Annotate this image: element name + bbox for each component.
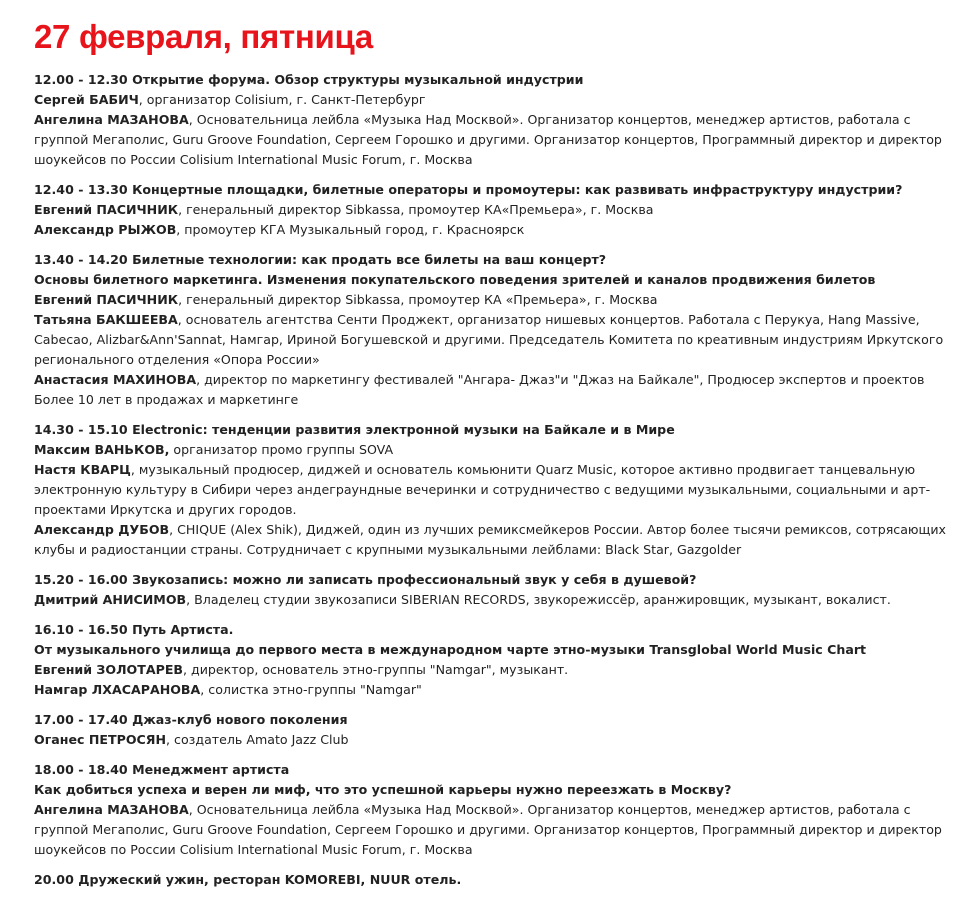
speaker-desc: , создатель Amato Jazz Club <box>166 732 349 747</box>
speaker-desc: , Владелец студии звукозаписи SIBERIAN RECORDS, звукорежиссёр, аранжировщик, музыкант, вокалист. <box>186 592 891 607</box>
session-topic: Билетные технологии: как продать все билеты на ваш концерт? <box>132 252 607 267</box>
speaker-name: Максим ВАНЬКОВ, <box>34 442 170 457</box>
speaker-line <box>34 590 946 610</box>
speaker-line <box>34 220 946 240</box>
speaker-desc: , промоутер КГА Музыкальный город, г. Красноярск <box>176 222 525 237</box>
speaker-name: Евгений ЗОЛОТАРЕВ <box>34 662 184 677</box>
session-heading <box>34 870 946 890</box>
speaker-desc: , генеральный директор Sibkassa, промоутер КА «Премьера», г. Москва <box>178 292 658 307</box>
session-topic: Путь Артиста. <box>132 622 234 637</box>
day-title: 27 февраля, пятница <box>34 18 373 55</box>
speaker-name: Анастасия МАХИНОВА <box>34 372 197 387</box>
speaker-line <box>34 310 946 370</box>
session-block <box>34 570 976 610</box>
session-time: 20.00 <box>34 872 74 887</box>
session-subtopic: Основы билетного маркетинга. Изменения покупательского поведения зрителей и каналов продвижения билетов <box>34 272 876 287</box>
session-subtopic: От музыкального училища до первого места в международном чарте этно-музыки Transglobal World Music Chart <box>34 642 867 657</box>
speaker-desc: , директор, основатель этно-группы "Namgar", музыкант. <box>183 662 569 677</box>
session-topic: Дружеский ужин, ресторан KOMOREBI, NUUR отель. <box>78 872 462 887</box>
speaker-name: Сергей БАБИЧ <box>34 92 139 107</box>
speaker-desc: , музыкальный продюсер, диджей и основатель комьюнити Quarz Music, которое активно продвигает танцевальную электронную культуру в Сибири через андеграундные вечеринки и сотрудничество с ведущими музыкальными, социальными и арт-проектами Иркутска и других городов. <box>34 462 931 517</box>
speaker-line <box>34 290 946 310</box>
speaker-desc: , CHIQUE (Alex Shik), Диджей, один из лучших ремиксмейкеров России. Автор более тысячи ремиксов, сотрясающих клубы и радиостанции страны. Сотрудничает с крупными музыкальными лейблами: Black Star, Gazgolder <box>34 522 947 557</box>
session-block <box>34 180 976 240</box>
session-topic: Открытие форума. Обзор структуры музыкальной индустрии <box>132 72 584 87</box>
session-block <box>34 620 976 700</box>
speaker-desc: , организатор Colisium, г. Санкт-Петербург <box>138 92 426 107</box>
speaker-name: Оганес ПЕТРОСЯН <box>34 732 167 747</box>
speaker-line <box>34 440 946 460</box>
speaker-line <box>34 520 946 560</box>
session-heading <box>34 760 946 780</box>
speaker-name: Ангелина МАЗАНОВА <box>34 112 189 127</box>
session-block <box>34 70 976 170</box>
session-time: 17.00 - 17.40 <box>34 712 128 727</box>
speaker-line <box>34 660 946 680</box>
session-time: 14.30 - 15.10 <box>34 422 128 437</box>
session-block <box>34 710 976 750</box>
speaker-name: Дмитрий АНИСИМОВ <box>34 592 187 607</box>
session-heading <box>34 710 946 730</box>
speaker-name: Александр РЫЖОВ <box>34 222 177 237</box>
session-heading <box>34 180 946 200</box>
speaker-name: Ангелина МАЗАНОВА <box>34 802 189 817</box>
speaker-name: Евгений ПАСИЧНИК <box>34 202 179 217</box>
speaker-line <box>34 370 946 410</box>
session-time: 18.00 - 18.40 <box>34 762 128 777</box>
session-time: 16.10 - 16.50 <box>34 622 128 637</box>
speaker-desc: , основатель агентства Сенти Проджект, организатор нишевых концертов. Работала с Перукуа, Hang Massive, Cabecao, Alizbar&Ann'Sannat, Намгар, Ириной Богушевской и другими. Председатель Комитета по креативным индустриям Иркутского регионального отделения «Опора России» <box>34 312 944 367</box>
speaker-line <box>34 460 946 520</box>
session-heading <box>34 420 946 440</box>
session-topic: Концертные площадки, билетные операторы и промоутеры: как развивать инфраструктуру индустрии? <box>132 182 903 197</box>
speaker-desc: организатор промо группы SOVA <box>169 442 394 457</box>
session-topic: Джаз-клуб нового поколения <box>132 712 348 727</box>
session-heading <box>34 620 946 640</box>
speaker-line <box>34 730 946 750</box>
session-time: 13.40 - 14.20 <box>34 252 128 267</box>
speaker-line <box>34 200 946 220</box>
session-subtopic: Как добиться успеха и верен ли миф, что это успешной карьеры нужно переезжать в Москву? <box>34 782 732 797</box>
speaker-line <box>34 680 946 700</box>
speaker-line <box>34 800 946 860</box>
session-topic: Звукозапись: можно ли записать профессиональный звук у себя в душевой? <box>132 572 697 587</box>
session-time: 12.00 - 12.30 <box>34 72 128 87</box>
speaker-name: Настя КВАРЦ <box>34 462 131 477</box>
session-time: 15.20 - 16.00 <box>34 572 128 587</box>
speaker-desc: , Основательница лейбла «Музыка Над Москвой». Организатор концертов, менеджер артистов, работала с группой Мегаполис, Guru Groove Foundation, Сергеем Горошко и другими. Организатор концертов, Программный директор и директор шоукейсов по России Colisium International Music Forum, г. Москва <box>34 112 942 167</box>
speaker-line <box>34 90 946 110</box>
session-block <box>34 760 976 860</box>
session-block <box>34 420 976 560</box>
speaker-name: Татьяна БАКШЕЕВА <box>34 312 178 327</box>
speaker-desc: , генеральный директор Sibkassa, промоутер КА«Премьера», г. Москва <box>178 202 654 217</box>
session-block <box>34 250 976 410</box>
speaker-name: Евгений ПАСИЧНИК <box>34 292 179 307</box>
speaker-name: Александр ДУБОВ <box>34 522 170 537</box>
session-topic: Менеджмент артиста <box>132 762 290 777</box>
session-block <box>34 870 976 890</box>
session-time: 12.40 - 13.30 <box>34 182 128 197</box>
session-heading <box>34 250 946 270</box>
speaker-desc: , Основательница лейбла «Музыка Над Москвой». Организатор концертов, менеджер артистов, работала с группой Мегаполис, Guru Groove Foundation, Сергеем Горошко и другими. Организатор концертов, Программный директор и директор шоукейсов по России Colisium International Music Forum, г. Москва <box>34 802 942 857</box>
speaker-desc: , директор по маркетингу фестивалей "Ангара- Джаз"и "Джаз на Байкале", Продюсер экспертов и проектов Более 10 лет в продажах и маркетинге <box>34 372 925 407</box>
speaker-line <box>34 110 946 170</box>
session-heading <box>34 70 946 90</box>
speaker-desc: , солистка этно-группы "Namgar" <box>200 682 422 697</box>
speaker-name: Намгар ЛХАСАРАНОВА <box>34 682 201 697</box>
session-heading <box>34 570 946 590</box>
session-topic: Electronic: тенденции развития электронной музыки на Байкале и в Мире <box>132 422 675 437</box>
